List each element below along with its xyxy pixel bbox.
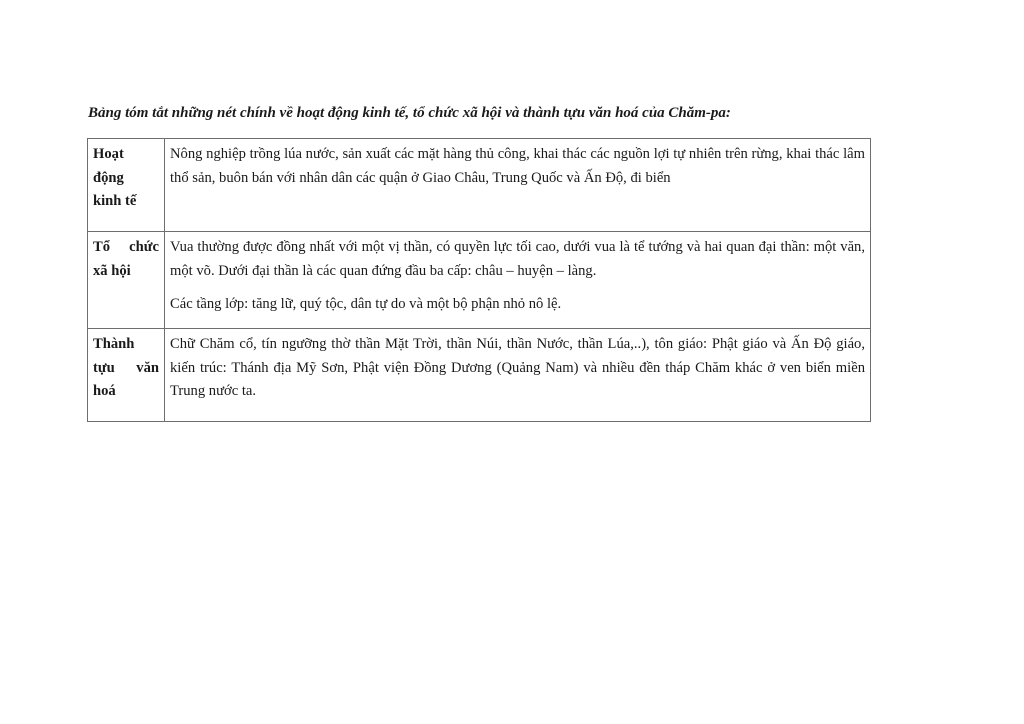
table-row-society bbox=[88, 232, 871, 329]
row-paragraph: Chữ Chăm cổ, tín ngưỡng thờ thần Mặt Trời, thần Núi, thần Nước, thần Lúa,..), tôn giáo: Phật giáo và Ấn Độ giáo, kiến trúc: Thánh địa Mỹ Sơn, Phật viện Đồng Dương (Quảng Nam) và nhiều đền tháp Chăm khác ở ven biển miền Trung nước ta. bbox=[170, 336, 865, 399]
row-label-line: xã hội bbox=[93, 262, 131, 279]
row-label-line: kinh tế bbox=[93, 193, 137, 209]
row-paragraph: Nông nghiệp trồng lúa nước, sản xuất các mặt hàng thủ công, khai thác các nguồn lợi tự nhiên trên rừng, khai thác lâm thổ sản, buôn bán với nhân dân các quận ở Giao Châu, Trung Quốc và Ấn Độ, đi biển bbox=[170, 146, 865, 186]
row-label-economy bbox=[88, 139, 165, 232]
row-content-society bbox=[165, 232, 871, 329]
row-paragraph: Các tầng lớp: tăng lữ, quý tộc, dân tự do và một bộ phận nhỏ nô lệ. bbox=[170, 296, 562, 312]
summary-table bbox=[87, 138, 871, 422]
document-title: Bảng tóm tắt những nét chính về hoạt động kinh tế, tổ chức xã hội và thành tựu văn hoá của Chăm-pa: bbox=[88, 105, 731, 121]
table-row-culture bbox=[88, 329, 871, 422]
row-content-economy bbox=[165, 139, 871, 232]
row-label-line: tựu văn bbox=[93, 359, 159, 376]
row-label-line: Thành bbox=[93, 336, 135, 352]
row-label-society bbox=[88, 232, 165, 329]
row-label-line: động bbox=[93, 169, 124, 186]
row-label-line: hoá bbox=[93, 383, 116, 399]
row-label-line: Tổ chức bbox=[93, 239, 159, 255]
row-label-culture bbox=[88, 329, 165, 422]
table-row-economy bbox=[88, 139, 871, 232]
row-content-culture bbox=[165, 329, 871, 422]
row-label-line: Hoạt bbox=[93, 146, 124, 162]
row-paragraph: Vua thường được đồng nhất với một vị thần, có quyền lực tối cao, dưới vua là tể tướng và hai quan đại thần: một văn, một võ. Dưới đại thần là các quan đứng đầu ba cấp: châu – huyện – làng. bbox=[170, 239, 865, 279]
